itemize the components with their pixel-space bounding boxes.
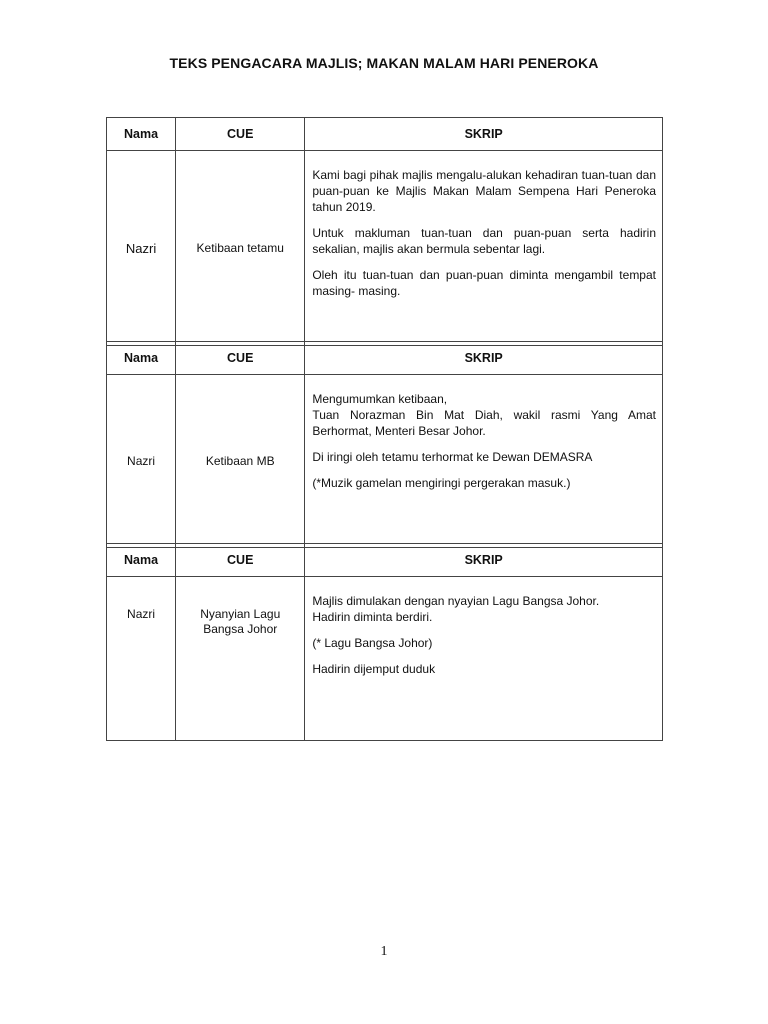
cell-nama: Nazri — [107, 577, 176, 741]
script-table-2 — [106, 341, 663, 548]
skrip-paragraph — [312, 593, 656, 625]
skrip-line: Untuk makluman tuan-tuan dan puan-puan serta hadirin sekalian, majlis akan bermula sebentar lagi. — [312, 226, 656, 256]
header-skrip: SKRIP — [305, 118, 663, 151]
skrip-line: Hadirin diminta berdiri. — [312, 610, 433, 624]
header-skrip: SKRIP — [305, 544, 663, 577]
cell-skrip — [305, 577, 663, 741]
skrip-paragraph — [312, 635, 656, 651]
table-header-row — [107, 342, 663, 375]
page-number: 1 — [380, 944, 388, 959]
skrip-paragraph — [312, 449, 656, 465]
cue-line: Ketibaan tetamu — [196, 240, 284, 255]
cell-cue — [176, 151, 305, 346]
header-cue: CUE — [176, 544, 305, 577]
cell-cue — [176, 375, 305, 548]
header-nama: Nama — [107, 342, 176, 375]
skrip-paragraph — [312, 167, 656, 215]
skrip-paragraph — [312, 391, 656, 439]
skrip-line: Majlis dimulakan dengan nyayian Lagu Bangsa Johor. — [312, 594, 600, 608]
skrip-line: (* Lagu Bangsa Johor) — [312, 636, 433, 650]
script-table-3 — [106, 543, 663, 741]
cell-skrip — [305, 375, 663, 548]
header-nama: Nama — [107, 118, 176, 151]
skrip-paragraph — [312, 475, 656, 491]
skrip-line: Hadirin dijemput duduk — [312, 662, 436, 676]
table-header-row — [107, 118, 663, 151]
skrip-line: Mengumumkan ketibaan, — [312, 392, 448, 406]
table-row — [107, 151, 663, 346]
cue-line: Ketibaan MB — [205, 453, 275, 468]
header-cue: CUE — [176, 342, 305, 375]
skrip-paragraph — [312, 661, 656, 677]
skrip-paragraph — [312, 267, 656, 299]
table-row — [107, 375, 663, 548]
cue-line: Nyanyian Lagu — [200, 607, 281, 621]
cell-nama: Nazri — [107, 375, 176, 548]
table-row — [107, 577, 663, 741]
cell-nama: Nazri — [107, 151, 176, 346]
skrip-line: (*Muzik gamelan mengiringi pergerakan masuk.) — [312, 476, 571, 490]
header-nama: Nama — [107, 544, 176, 577]
skrip-line: Di iringi oleh tetamu terhormat ke Dewan DEMASRA — [312, 450, 593, 464]
cell-skrip — [305, 151, 663, 346]
cue-line: Bangsa Johor — [203, 622, 278, 636]
skrip-line: Tuan Norazman Bin Mat Diah, wakil rasmi Yang Amat Berhormat, Menteri Besar Johor. — [312, 408, 656, 438]
header-skrip: SKRIP — [305, 342, 663, 375]
skrip-line: Kami bagi pihak majlis mengalu-alukan kehadiran tuan-tuan dan puan-puan ke Majlis Makan Malam Sempena Hari Peneroka tahun 2019. — [312, 168, 656, 214]
script-table-1 — [106, 117, 663, 346]
table-header-row — [107, 544, 663, 577]
skrip-paragraph — [312, 225, 656, 257]
skrip-line: Oleh itu tuan-tuan dan puan-puan diminta mengambil tempat masing- masing. — [312, 268, 656, 298]
document-title: TEKS PENGACARA MAJLIS; MAKAN MALAM HARI PENEROKA — [169, 55, 599, 71]
header-cue: CUE — [176, 118, 305, 151]
cell-cue — [176, 577, 305, 741]
